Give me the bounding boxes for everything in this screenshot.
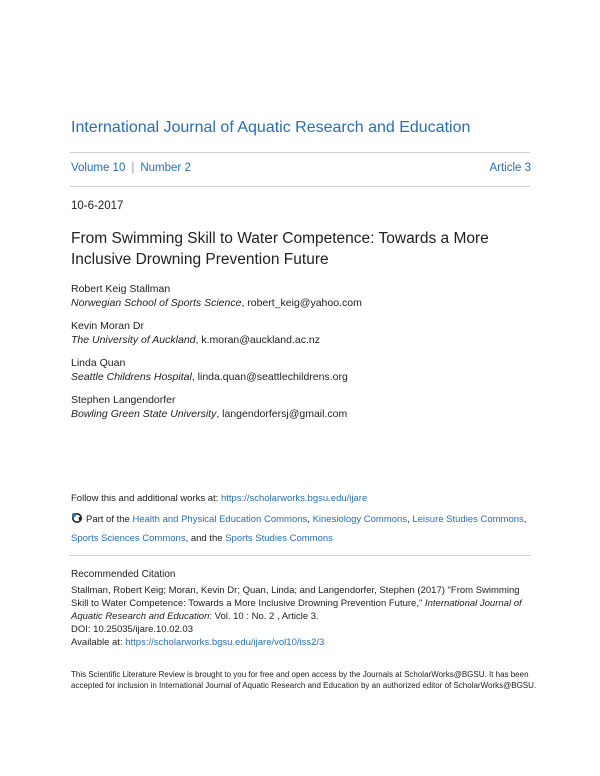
affiliation-name: The University of Auckland: [71, 334, 196, 346]
author-affiliation: [71, 333, 531, 347]
recommended-citation: [71, 568, 533, 649]
affiliation-name: Bowling Green State University: [71, 408, 217, 420]
author-block: [71, 319, 531, 347]
divider-bottom: [70, 186, 530, 187]
title-line-1: From Swimming Skill to Water Competence: Towards a More: [71, 230, 489, 247]
author-affiliation: [71, 296, 531, 310]
available-label: Available at:: [71, 637, 126, 648]
separator: |: [131, 162, 135, 174]
author-name: Stephen Langendorfer: [71, 394, 176, 406]
separator: ,: [407, 514, 413, 525]
commons-link-sports-sciences[interactable]: Sports Sciences Commons: [71, 533, 186, 544]
author-email: , langendorfersj@gmail.com: [216, 408, 348, 420]
commons-link-sports-studies[interactable]: Sports Studies Commons: [225, 533, 333, 544]
author-block: [71, 282, 531, 310]
citation-available: [71, 636, 533, 649]
author-name: Linda Quan: [71, 357, 126, 369]
journal-title-link[interactable]: International Journal of Aquatic Research and Education: [71, 119, 471, 136]
citation-heading: Recommended Citation: [71, 569, 176, 580]
author-name: Robert Keig Stallman: [71, 283, 171, 295]
author-affiliation: [71, 370, 531, 384]
volume-link[interactable]: Volume 10: [71, 162, 126, 174]
author-affiliation: [71, 407, 531, 421]
commons-link-health[interactable]: Health and Physical Education Commons: [132, 514, 308, 525]
citation-doi: DOI: 10.25035/ijare.10.02.03: [71, 624, 194, 635]
author-email: , linda.quan@seattlechildrens.org: [191, 371, 348, 383]
separator: , and the: [185, 533, 226, 544]
article-title: [71, 228, 531, 270]
affiliation-name: Norwegian School of Sports Science: [71, 297, 242, 309]
disciplines: [71, 511, 531, 547]
divider-top: [70, 152, 530, 153]
article-link[interactable]: Article 3: [489, 162, 531, 174]
volume-row: [71, 162, 531, 174]
commons-link-kinesiology[interactable]: Kinesiology Commons: [312, 514, 408, 525]
commons-link-leisure[interactable]: Leisure Studies Commons: [412, 514, 524, 525]
author-block: [71, 356, 531, 384]
citation-journal: International Journal of Aquatic Research and Education: [71, 598, 522, 622]
partof-prefix: Part of the: [86, 514, 133, 525]
citation-volume: : Vol. 10 : No. 2 , Article 3.: [209, 611, 319, 622]
divider-citation: [70, 555, 530, 556]
separator: ,: [307, 514, 313, 525]
affiliation-name: Seattle Childrens Hospital: [71, 371, 192, 383]
follow-line: [71, 493, 367, 504]
author-block: [71, 393, 531, 421]
title-line-2: Inclusive Drowning Prevention Future: [71, 251, 329, 268]
follow-link[interactable]: https://scholarworks.bgsu.edu/ijare: [220, 493, 368, 504]
available-link[interactable]: https://scholarworks.bgsu.edu/ijare/vol10/iss2/3: [125, 637, 325, 648]
commons-network-icon: [71, 512, 83, 530]
author-email: , robert_keig@yahoo.com: [241, 297, 362, 309]
follow-text: Follow this and additional works at:: [71, 493, 221, 504]
publication-date: 10-6-2017: [71, 200, 124, 212]
separator: ,: [523, 514, 527, 525]
citation-text: Stallman, Robert Keig; Moran, Kevin Dr; Quan, Linda; and Langendorfer, Stephen (2017) "From Swimming Skill to Water Competence: Towards a More Inclusive Drowning Prevention Future,": [71, 585, 520, 609]
footer-notice: This Scientific Literature Review is brought to you for free and open access by the Journals at ScholarWorks@BGSU. It has been accepted for inclusion in International Journal of Aquatic Research and Education by an authorized editor of ScholarWorks@BGSU.: [71, 670, 537, 690]
author-name: Kevin Moran Dr: [71, 320, 144, 332]
citation-body: [71, 584, 533, 623]
author-email: , k.moran@auckland.ac.nz: [195, 334, 320, 346]
issue-link[interactable]: Number 2: [140, 162, 191, 174]
